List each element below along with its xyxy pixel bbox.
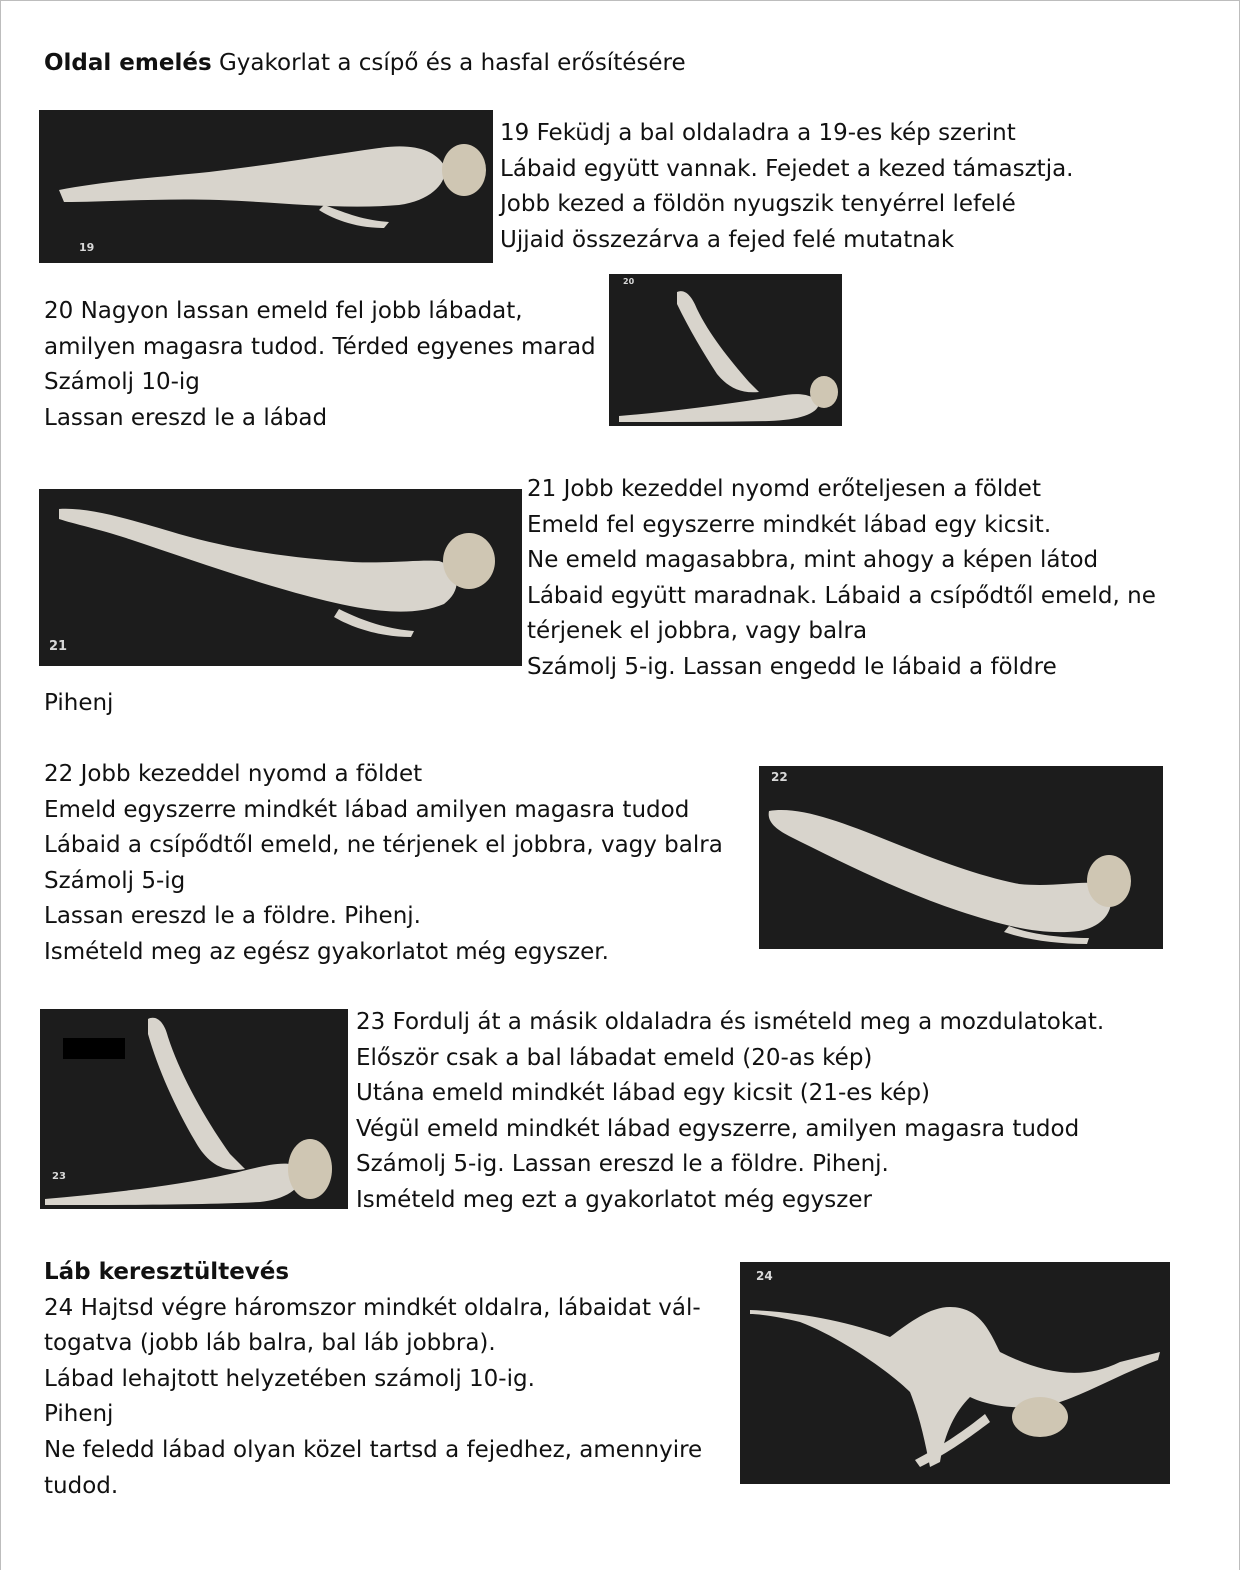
text-line: Lassan ereszd le a földre. Pihenj. bbox=[44, 903, 421, 930]
text-line: Számolj 5-ig bbox=[44, 867, 186, 894]
text-line: Lábaid együtt vannak. Fejedet a kezed támasztja. bbox=[500, 155, 1074, 182]
text-line: togatva (jobb láb balra, bal láb jobbra). bbox=[44, 1330, 496, 1357]
exercise-photo-20 bbox=[609, 274, 842, 426]
text-line: tudod. bbox=[44, 1472, 119, 1499]
photo-number: 22 bbox=[771, 770, 788, 784]
text-line: 22 Jobb kezeddel nyomd a földet bbox=[44, 761, 423, 787]
step-22-text bbox=[44, 757, 723, 971]
text-line: Ne feledd lábad olyan közel tartsd a fejedhez, amennyire bbox=[44, 1436, 703, 1463]
step-20-text bbox=[44, 294, 596, 436]
step-21-text bbox=[527, 472, 1156, 686]
text-line: Emeld fel egyszerre mindkét lábad egy kicsit. bbox=[527, 511, 1052, 538]
exercise-photo-24 bbox=[740, 1262, 1170, 1484]
text-line: Emeld egyszerre mindkét lábad amilyen magasra tudod bbox=[44, 796, 690, 823]
redaction-box bbox=[63, 1038, 125, 1059]
exercise-photo-23 bbox=[40, 1009, 348, 1209]
text-line: Ujjaid összezárva a fejed felé mutatnak bbox=[500, 226, 955, 253]
text-line: Lábaid együtt maradnak. Lábaid a csípődtől emeld, ne bbox=[527, 582, 1156, 609]
text-line: Ismételd meg az egész gyakorlatot még egyszer. bbox=[44, 938, 609, 965]
text-line: Ne emeld magasabbra, mint ahogy a képen látod bbox=[527, 547, 1099, 574]
text-line: amilyen magasra tudod. Térded egyenes marad bbox=[44, 333, 596, 360]
photo-number: 23 bbox=[52, 1171, 66, 1182]
subsection-title: Láb keresztültevés bbox=[44, 1259, 290, 1285]
text-line: Lábad lehajtott helyzetében számolj 10-ig. bbox=[44, 1365, 535, 1392]
exercise-photo-19 bbox=[39, 110, 493, 263]
text-line: Számolj 5-ig. Lassan ereszd le a földre. Pihenj. bbox=[356, 1151, 889, 1178]
photo-number: 19 bbox=[79, 241, 95, 254]
text-line: Ismételd meg ezt a gyakorlatot még egyszer bbox=[356, 1186, 872, 1213]
section-title-rest: Gyakorlat a csípő és a hasfal erősítésére bbox=[211, 50, 686, 76]
step-19-text bbox=[500, 116, 1074, 258]
text-line: térjenek el jobbra, vagy balra bbox=[527, 618, 868, 645]
rest-text bbox=[44, 686, 113, 722]
step-24-text bbox=[44, 1255, 702, 1504]
text-line: Pihenj bbox=[44, 1401, 114, 1428]
text-line: Lassan ereszd le a lábad bbox=[44, 404, 328, 431]
photo-number: 21 bbox=[49, 639, 68, 654]
text-line: 19 Feküdj a bal oldaladra a 19-es kép szerint bbox=[500, 120, 1016, 146]
text-line: 24 Hajtsd végre háromszor mindkét oldalra, lábaidat vál- bbox=[44, 1294, 701, 1321]
text-line: Lábaid a csípődtől emeld, ne térjenek el jobbra, vagy balra bbox=[44, 832, 723, 859]
text-line: Először csak a bal lábadat emeld (20-as kép) bbox=[356, 1044, 873, 1071]
text-line: Utána emeld mindkét lábad egy kicsit (21-es kép) bbox=[356, 1080, 930, 1107]
step-23-text bbox=[356, 1005, 1104, 1219]
photo-number: 24 bbox=[756, 1269, 773, 1283]
section-title bbox=[44, 46, 686, 82]
exercise-photo-21 bbox=[39, 489, 522, 666]
text-line: 20 Nagyon lassan emeld fel jobb lábadat, bbox=[44, 298, 523, 324]
text-line: 23 Fordulj át a másik oldaladra és ismételd meg a mozdulatokat. bbox=[356, 1009, 1105, 1035]
text-line: Jobb kezed a földön nyugszik tenyérrel lefelé bbox=[500, 191, 1016, 218]
text-line: Számolj 5-ig. Lassan engedd le lábaid a földre bbox=[527, 653, 1057, 680]
photo-number: 20 bbox=[623, 277, 635, 286]
text-line: Pihenj bbox=[44, 690, 114, 716]
text-line: Számolj 10-ig bbox=[44, 369, 200, 396]
text-line: Végül emeld mindkét lábad egyszerre, amilyen magasra tudod bbox=[356, 1115, 1080, 1142]
exercise-photo-22 bbox=[759, 766, 1163, 949]
text-line: 21 Jobb kezeddel nyomd erőteljesen a földet bbox=[527, 476, 1041, 502]
section-title-bold: Oldal emelés bbox=[44, 50, 212, 76]
